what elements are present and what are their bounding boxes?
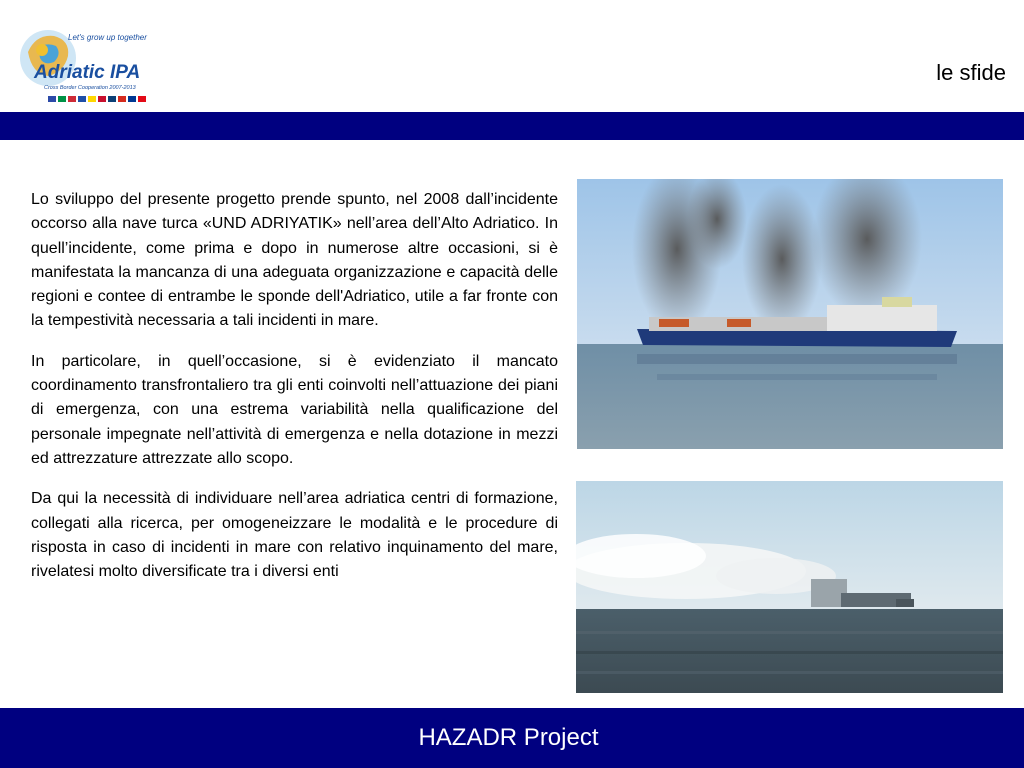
flag-3 [68,96,76,102]
slide-title: le sfide [936,60,1006,85]
footer-title: HAZADR Project [418,724,599,751]
logo-flags [48,96,146,102]
logo-subtitle: Cross Border Cooperation 2007-2013 [44,85,136,91]
paragraph-3: Da qui la necessità di individuare nell’area adriatica centri di formazione, collegati alla ricerca, per omogeneizzare le modalità e le procedure di risposta in caso di incidenti in mare con relativo inquinamento del mare, rivelatesi molto diversificate tra i diversi enti [31,490,558,581]
flag-5 [88,96,96,102]
body-text [31,188,558,600]
header-bar [0,112,1024,140]
flag-4 [78,96,86,102]
flag-1 [48,96,56,102]
paragraph-2: In particolare, in quell’occasione, si è evidenziato il mancato coordinamento transfrontaliero tra gli enti coinvolti nell’attuazione dei piani di emergenza, con una estrema variabilità nella qualificazione del personale impegnate nell’attività di emergenza e nella dotazione in mezzi ed attrezzature attrezzate allo scopo. [31,352,558,467]
adriatic-ipa-logo [18,22,150,108]
flag-7 [108,96,116,102]
flag-6 [98,96,106,102]
burning-ship-photo [577,179,1003,449]
flag-9 [128,96,136,102]
paragraph-1: Lo sviluppo del presente progetto prende spunto, nel 2008 dall’incidente occorso alla nave turca «UND ADRIYATIK» nell’area dell’Alto Adriatico. In quell’incidente, come prima e dopo in numerose altre occasioni, si è manifestata la mancanza di una adeguata organizzazione e capacità delle regioni e contee di entrambe le sponde dell'Adriatico, utile a far fronte con la tempestività necessaria a tali incidenti in mare. [31,191,558,330]
flag-10 [138,96,146,102]
logo-name: Adriatic IPA [34,62,141,83]
logo-tagline: Let's grow up together [68,33,147,42]
flag-2 [58,96,66,102]
flag-8 [118,96,126,102]
distant-ship-photo [576,481,1003,693]
